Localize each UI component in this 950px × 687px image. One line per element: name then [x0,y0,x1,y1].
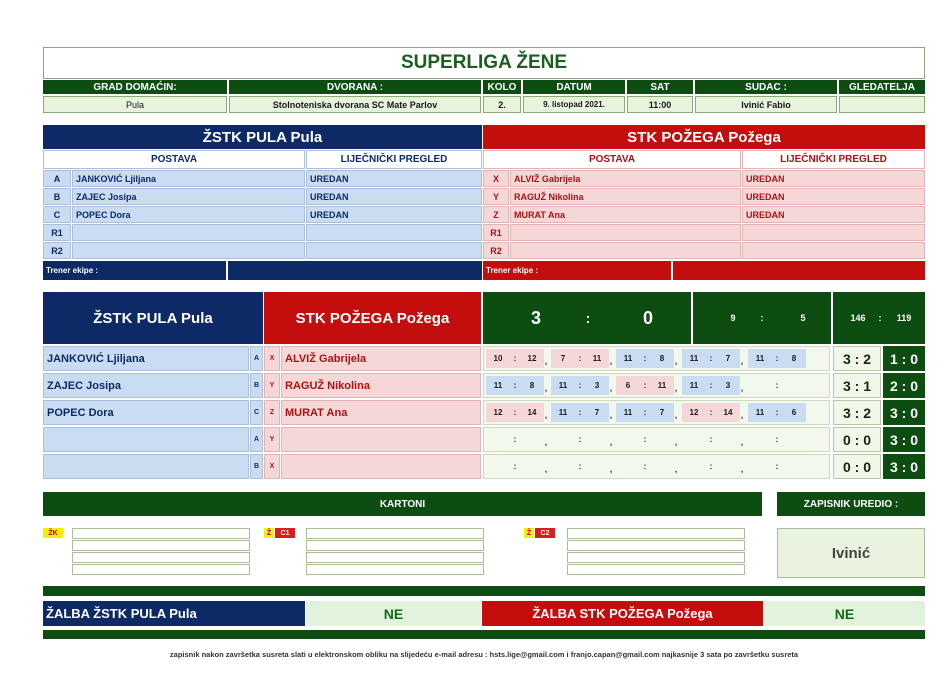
set-score-away [784,430,804,449]
home-lineup-code: R2 [43,242,71,259]
set-score-away [718,457,738,476]
home-lineup-med: UREDAN [306,170,482,187]
home-coach-label: Trener ekipe : [43,261,226,280]
running-total: 3 : 0 [883,400,925,425]
set-score-home: 12 [493,408,503,417]
set-score-sep: : [643,462,647,471]
set-score-away: 8 [659,354,665,363]
home-lineup-code: A [43,170,71,187]
away-lineup-player: MURAT Ana [510,206,741,223]
footer-note: zapisnik nakon završetka susreta slati u elektronskom obliku na slijedeću e-mail adresu : hsts.lige@gmail.com i franjo.capan@gmail.com najkasnije 3 sata po završetku susreta [169,649,799,659]
set-score-home: 11 [689,381,699,390]
set-score-home [553,430,573,449]
home-med-label: LIJEČNIČKI PREGLED [306,150,482,169]
card-entry-field[interactable] [72,552,250,563]
home-lineup-code: R1 [43,224,71,241]
points-home: 146 [850,313,866,323]
set-score-sep: : [513,462,517,471]
card-entry-field[interactable] [72,540,250,551]
set-score-home: 11 [689,354,699,363]
match-home-code: A [250,346,263,371]
set-score-away [522,430,542,449]
match-score [483,292,691,344]
card-entry-field[interactable] [306,540,484,551]
set-score-away: 11 [657,381,667,390]
set-score-home [684,457,704,476]
set-score [616,457,674,476]
home-lineup-med [306,224,482,241]
card-entry-field[interactable] [567,552,745,563]
set-separator: , [609,384,613,393]
set-score [616,403,674,422]
score-away: 0 [642,307,653,328]
set-score-sep: : [709,381,713,390]
set-score-home: 11 [755,408,765,417]
home-lineup-code: B [43,188,71,205]
match-home-player: JANKOVIĆ Ljiljana [43,346,249,371]
set-score-home [684,430,704,449]
set-score [748,403,806,422]
set-score [551,457,609,476]
set-score-sep: : [643,435,647,444]
card-tag: Ž [264,528,274,538]
set-separator: , [674,411,678,420]
set-score-home [750,376,770,395]
set-score [486,376,544,395]
set-score-away [784,457,804,476]
match-result: 0 : 0 [833,454,881,479]
set-separator: , [740,411,744,420]
set-score-sep: : [513,435,517,444]
set-score-sep: : [775,435,779,444]
match-away-code: Y [264,373,280,398]
set-score-away: 3 [594,381,600,390]
card-entry-field[interactable] [306,552,484,563]
match-home-player [43,454,249,479]
away-appeal-label: ŽALBA STK POŽEGA Požega [482,601,763,626]
card-entry-field[interactable] [72,564,250,575]
page-title: SUPERLIGA ŽENE [43,47,925,79]
home-lineup-player [72,242,305,259]
set-score-home: 10 [493,354,503,363]
label-hall: DVORANA : [229,80,481,94]
sets-sep: : [760,313,764,323]
away-team-name: STK POŽEGA Požega [483,125,925,149]
set-score-sep: : [709,435,713,444]
score-sep: : [585,310,591,326]
away-lineup-code: R2 [483,242,509,259]
home-lineup-med: UREDAN [306,206,482,223]
away-lineup-code: X [483,170,509,187]
set-score-sep: : [775,408,779,417]
set-separator: , [544,438,548,447]
home-lineup-label: POSTAVA [43,150,305,169]
divider-bar-bottom [43,630,925,639]
set-separator: , [740,384,744,393]
set-score-home [750,430,770,449]
set-separator: , [674,438,678,447]
value-city: Pula [43,96,227,113]
recorder-label: ZAPISNIK UREDIO : [777,492,925,516]
running-total: 2 : 0 [883,373,925,398]
set-score-sep: : [578,462,582,471]
points-away: 119 [896,313,912,323]
match-away-player: RAGUŽ Nikolina [281,373,481,398]
away-lineup-player [510,224,741,241]
divider-bar-top [43,586,925,596]
set-score-home [618,457,638,476]
set-score-home: 11 [623,354,633,363]
sets-total [693,292,831,344]
set-separator: , [674,384,678,393]
match-home-team: ŽSTK PULA Pula [43,292,263,344]
set-score-away: 8 [791,354,797,363]
away-lineup-med: UREDAN [742,206,925,223]
value-referee: Ivinić Fabio [695,96,837,113]
card-tag: C2 [535,528,555,538]
match-home-player: ZAJEC Josipa [43,373,249,398]
match-away-code: X [264,346,280,371]
away-coach-label: Trener ekipe : [483,261,671,280]
set-score-away: 12 [527,354,537,363]
set-score [486,403,544,422]
set-score-sep: : [709,408,713,417]
away-lineup-player: ALVIŽ Gabrijela [510,170,741,187]
away-lineup-code: R1 [483,224,509,241]
set-score [682,430,740,449]
set-score-home: 11 [755,354,765,363]
set-score-away [784,376,804,395]
set-score-away: 14 [723,408,733,417]
home-lineup-player: POPEC Dora [72,206,305,223]
away-lineup-code: Z [483,206,509,223]
home-appeal-label: ŽALBA ŽSTK PULA Pula [43,601,305,626]
card-entry-field[interactable] [567,540,745,551]
set-score [748,376,806,395]
set-score-sep: : [643,408,647,417]
sets-home: 9 [730,313,736,323]
set-separator: , [609,438,613,447]
set-score-sep: : [578,408,582,417]
set-score [486,349,544,368]
set-score [682,457,740,476]
set-score-home: 7 [560,354,566,363]
match-home-code: B [250,454,263,479]
value-round: 2. [483,96,521,113]
set-score-home [488,457,508,476]
set-score-sep: : [513,408,517,417]
set-score-sep: : [709,354,713,363]
away-lineup-code: Y [483,188,509,205]
set-score [551,349,609,368]
home-lineup-player: ZAJEC Josipa [72,188,305,205]
set-score-sep: : [775,354,779,363]
points-sep: : [878,313,882,323]
home-lineup-med [306,242,482,259]
home-lineup-med: UREDAN [306,188,482,205]
set-score-away: 6 [791,408,797,417]
set-score-away [522,457,542,476]
set-score-sep: : [709,462,713,471]
set-score-home [488,430,508,449]
home-coach-value [228,261,482,280]
away-appeal-value: NE [764,601,925,626]
set-score [551,403,609,422]
running-total: 3 : 0 [883,427,925,452]
set-score-home [618,430,638,449]
set-score [616,376,674,395]
value-hall: Stolnoteniska dvorana SC Mate Parlov [229,96,481,113]
set-score-away: 8 [529,381,535,390]
value-spectators [839,96,925,113]
set-separator: , [609,465,613,474]
set-separator: , [740,357,744,366]
away-lineup-player [510,242,741,259]
set-score-away: 3 [725,381,731,390]
set-score-sep: : [775,381,779,390]
set-score-away [718,430,738,449]
set-separator: , [544,465,548,474]
label-date: DATUM [523,80,625,94]
home-lineup-player: JANKOVIĆ Ljiljana [72,170,305,187]
away-lineup-med: UREDAN [742,170,925,187]
set-score-home: 11 [623,408,633,417]
card-entry-field[interactable] [72,528,250,539]
set-score [551,430,609,449]
match-away-code: X [264,454,280,479]
value-date: 9. listopad 2021. [523,96,625,113]
home-appeal-value: NE [306,601,481,626]
match-home-player [43,427,249,452]
away-lineup-label: POSTAVA [483,150,741,169]
set-score [682,349,740,368]
away-med-label: LIJEČNIČKI PREGLED [742,150,925,169]
set-score-home: 11 [558,408,568,417]
set-score-sep: : [643,381,647,390]
set-separator: , [609,357,613,366]
set-score [551,376,609,395]
card-tag: C1 [275,528,295,538]
set-score-sep: : [578,381,582,390]
set-score [616,430,674,449]
label-referee: SUDAC : [695,80,837,94]
set-score-away: 7 [594,408,600,417]
match-home-player: POPEC Dora [43,400,249,425]
running-total: 3 : 0 [883,454,925,479]
label-time: SAT [627,80,693,94]
label-city: GRAD DOMAĆIN: [43,80,227,94]
set-score-home [553,457,573,476]
away-lineup-med [742,224,925,241]
set-score-away: 7 [659,408,665,417]
set-score-sep: : [578,435,582,444]
match-away-player: ALVIŽ Gabrijela [281,346,481,371]
set-score [748,349,806,368]
score-home: 3 [530,307,541,328]
set-score [748,430,806,449]
set-score-home: 11 [493,381,503,390]
away-lineup-med: UREDAN [742,188,925,205]
label-round: KOLO [483,80,521,94]
set-score-home: 12 [689,408,699,417]
set-score-sep: : [513,354,517,363]
set-score-home [750,457,770,476]
card-entry-field[interactable] [567,528,745,539]
away-coach-value [673,261,925,280]
set-score [486,430,544,449]
set-score [486,457,544,476]
set-separator: , [544,411,548,420]
set-score-sep: : [513,381,517,390]
set-score-home: 11 [558,381,568,390]
cards-label: KARTONI [43,492,762,516]
match-away-code: Y [264,427,280,452]
set-separator: , [740,438,744,447]
match-result: 3 : 2 [833,400,881,425]
set-score-away: 14 [527,408,537,417]
set-score [682,403,740,422]
match-home-code: B [250,373,263,398]
set-separator: , [544,384,548,393]
recorder-name: Ivinić [777,528,925,578]
set-score-away: 7 [725,354,731,363]
set-separator: , [609,411,613,420]
set-score-sep: : [775,462,779,471]
running-total: 1 : 0 [883,346,925,371]
card-tag: ŽK [43,528,63,538]
away-lineup-med [742,242,925,259]
card-entry-field[interactable] [567,564,745,575]
set-score-away: 11 [592,354,602,363]
set-separator: , [740,465,744,474]
match-result: 3 : 2 [833,346,881,371]
card-entry-field[interactable] [306,564,484,575]
set-score-away [587,430,607,449]
card-entry-field[interactable] [306,528,484,539]
set-score [748,457,806,476]
match-home-code: A [250,427,263,452]
match-away-player [281,454,481,479]
set-score-away [652,430,672,449]
match-result: 0 : 0 [833,427,881,452]
card-tag: Ž [524,528,534,538]
home-team-name: ŽSTK PULA Pula [43,125,482,149]
set-score-sep: : [578,354,582,363]
header-values [43,96,925,113]
set-score [616,349,674,368]
match-away-code: Z [264,400,280,425]
set-score-sep: : [643,354,647,363]
set-score-away [587,457,607,476]
match-home-code: C [250,400,263,425]
value-time: 11:00 [627,96,693,113]
set-separator: , [674,357,678,366]
match-away-team: STK POŽEGA Požega [264,292,481,344]
set-separator: , [674,465,678,474]
set-score [682,376,740,395]
set-score-home: 6 [625,381,631,390]
match-away-player: MURAT Ana [281,400,481,425]
sets-away: 5 [800,313,806,323]
header-labels [43,80,925,94]
away-lineup-player: RAGUŽ Nikolina [510,188,741,205]
label-spectators: GLEDATELJA [839,80,925,94]
home-lineup-code: C [43,206,71,223]
match-result: 3 : 1 [833,373,881,398]
set-separator: , [544,357,548,366]
points-total [833,292,925,344]
set-score-away [652,457,672,476]
match-away-player [281,427,481,452]
home-lineup-player [72,224,305,241]
